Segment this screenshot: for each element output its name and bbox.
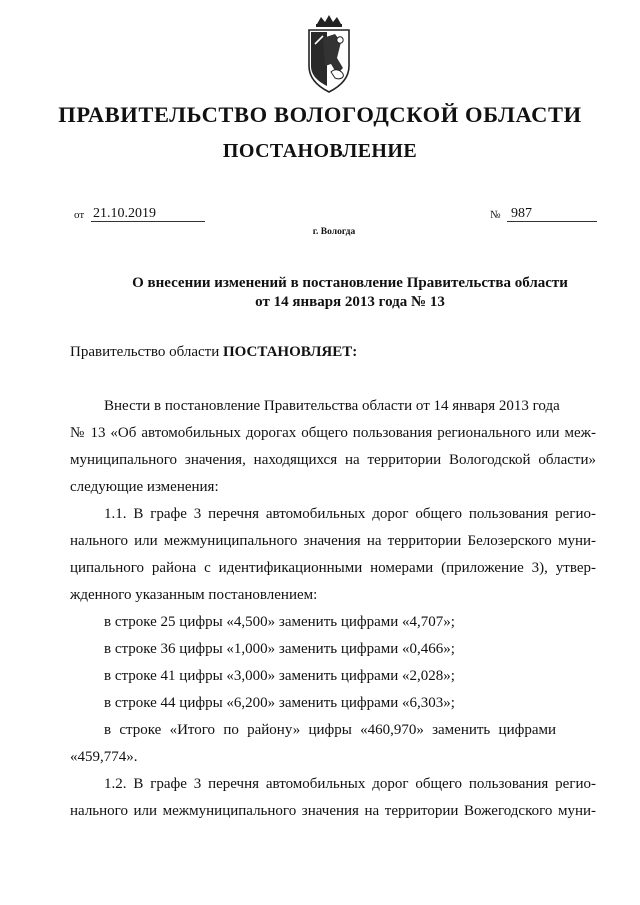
- body-line: «459,774».: [70, 749, 138, 765]
- body-line: ципального района с идентификационными номерами (приложение 3), утвер-: [70, 560, 596, 576]
- body-line: 1.2. В графе 3 перечня автомобильных дорог общего пользования регио-: [104, 776, 596, 792]
- number-prefix: №: [490, 209, 501, 221]
- body-line: следующие изменения:: [70, 479, 219, 495]
- city-label: [0, 227, 640, 237]
- resolution-intro: [70, 344, 357, 361]
- vologda-coat-of-arms-icon: [301, 14, 357, 94]
- body-line: в строке 36 цифры «1,000» заменить цифрами «0,466»;: [104, 641, 455, 657]
- document-type-title: ПОСТАНОВЛЕНИЕ: [222, 140, 418, 162]
- body-line: в строке 25 цифры «4,500» заменить цифрами «4,707»;: [104, 614, 455, 630]
- body-line: нального или межмуниципального значения на территории Вожегодского муни-: [70, 803, 596, 819]
- city-text: г. Вологда: [312, 227, 356, 237]
- body-line: нального или межмуниципального значения на территории Белозерского муни-: [70, 533, 596, 549]
- decree-date: 21.10.2019: [91, 206, 205, 222]
- body-line: в строке 44 цифры «6,200» заменить цифрами «6,303»;: [104, 695, 455, 711]
- subject-line-2: от 14 января 2013 года № 13: [255, 294, 445, 310]
- decree-number: 987: [507, 206, 597, 222]
- resolution-text: Правительство области: [70, 344, 220, 360]
- body-line: 1.1. В графе 3 перечня автомобильных дорог общего пользования регио-: [104, 506, 596, 522]
- body-line: № 13 «Об автомобильных дорогах общего пользования регионального или меж-: [70, 425, 596, 441]
- government-title: ПРАВИТЕЛЬСТВО ВОЛОГОДСКОЙ ОБЛАСТИ: [58, 102, 582, 127]
- decree-subject: [70, 274, 630, 312]
- body-line: жденного указанным постановлением:: [70, 587, 318, 603]
- date-prefix: от: [74, 209, 85, 221]
- subject-line-1: О внесении изменений в постановление Правительства области: [132, 275, 568, 291]
- body-line: в строке «Итого по району» цифры «460,970» заменить цифрами: [104, 722, 556, 738]
- resolution-keyword: ПОСТАНОВЛЯЕТ:: [222, 344, 358, 360]
- body-line: муниципального значения, находящихся на территории Вологодской области»: [70, 452, 596, 468]
- body-line: в строке 41 цифры «3,000» заменить цифрами «2,028»;: [104, 668, 455, 684]
- body-line: Внести в постановление Правительства области от 14 января 2013 года: [104, 398, 560, 414]
